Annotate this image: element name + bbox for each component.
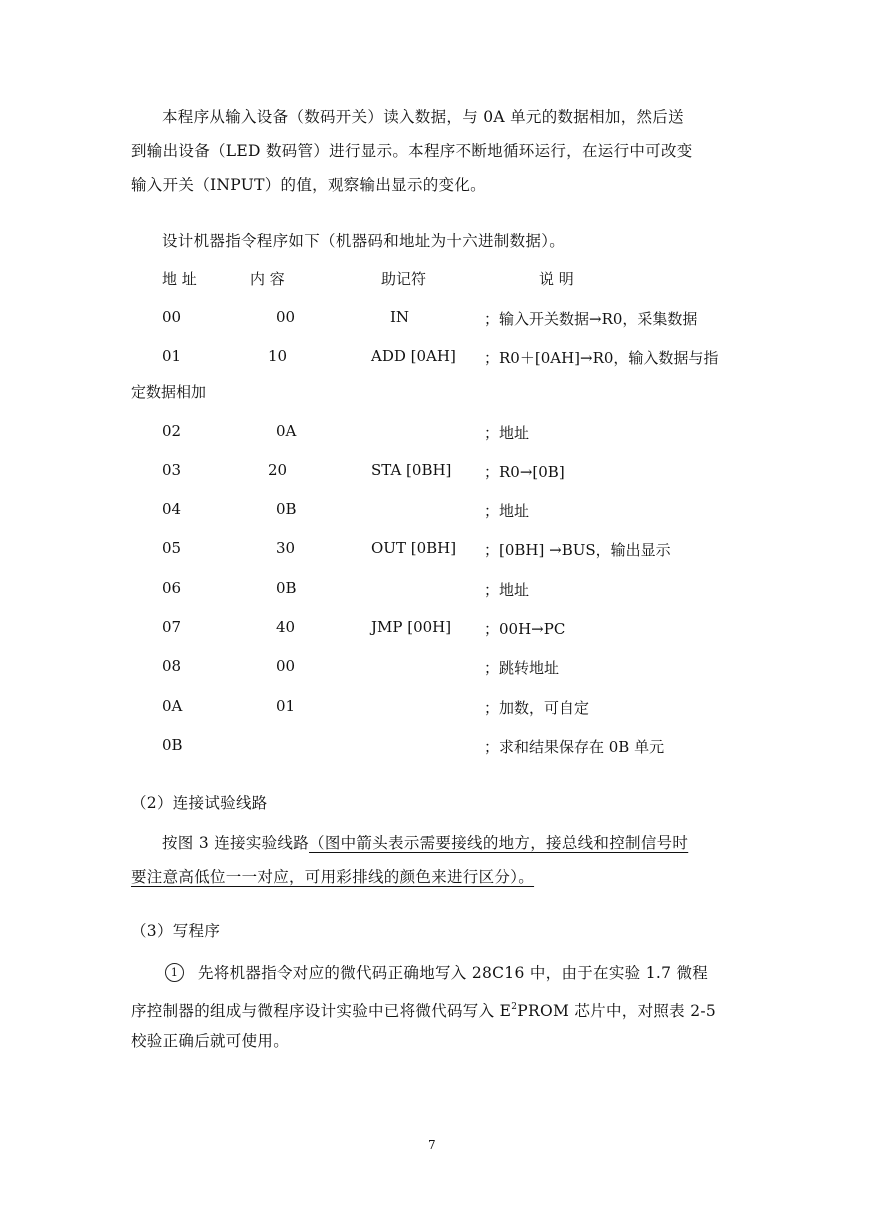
row-description: ；输入开关数据→R0，采集数据 [484,310,698,328]
table-header [0,268,869,292]
header-content: 内 容 [250,270,285,288]
row-description: ；地址 [484,581,530,599]
table-row [0,579,869,603]
intro-line-2: 到输出设备（LED 数码管）进行显示。本程序不断地循环运行，在运行中可改变 [131,142,693,160]
table-row [0,500,869,524]
row-content: 0B [276,579,297,597]
table-row [0,461,869,485]
row-mnemonic: ADD [0AH] [371,347,456,365]
row-content: 01 [276,697,296,715]
row-content: 20 [268,461,288,479]
design-intro: 设计机器指令程序如下（机器码和地址为十六进制数据）。 [162,232,566,250]
intro-line-3: 输入开关（INPUT）的值，观察输出显示的变化。 [131,176,486,194]
row-content: 00 [276,657,296,675]
section-2-underlined-text: 要注意高低位一一对应，可用彩排线的颜色来进行区分）。 [131,868,535,886]
row-description: ；R0→[0B] [484,463,565,481]
row-address: 04 [162,500,182,518]
table-row [0,539,869,563]
row-mnemonic: OUT [0BH] [371,539,457,557]
row-address: 0B [162,736,183,754]
table-row [0,657,869,681]
row-address: 05 [162,539,182,557]
page-number: 7 [428,1138,436,1152]
row-description: ；地址 [484,502,530,520]
table-row [0,347,869,371]
row-address: 03 [162,461,182,479]
section-3-text: PROM 芯片中，对照表 2-5 [517,1002,717,1020]
row-description: ；[0BH] →BUS，输出显示 [484,541,671,559]
row-mnemonic: IN [390,308,410,326]
row-content: 00 [276,308,296,326]
row-address: 00 [162,308,182,326]
row-description: ；00H→PC [484,620,566,638]
row-address: 06 [162,579,182,597]
table-row [0,308,869,332]
table-row [0,736,869,760]
table-row [0,618,869,642]
header-description: 说 明 [539,270,574,288]
row-description: ；R0＋[0AH]→R0，输入数据与指 [484,349,719,367]
row-mnemonic: STA [0BH] [371,461,452,479]
row-address: 01 [162,347,182,365]
row-content: 10 [268,347,288,365]
row-description: ；地址 [484,424,530,442]
row-description: ；跳转地址 [484,659,560,677]
header-address: 地 址 [162,270,197,288]
row-description: ；加数，可自定 [484,699,590,717]
circled-number: 1 [165,963,184,982]
superscript: 2 [511,1002,518,1012]
header-mnemonic: 助记符 [381,270,427,288]
row-content: 0A [276,422,297,440]
section-2-underlined-text: （图中箭头表示需要接线的地方，接总线和控制信号时 [309,834,689,852]
table-row [0,422,869,446]
table-row [0,697,869,721]
section-2-text: 按图 3 连接实验线路 [162,834,310,852]
section-2-line-2 [131,860,534,894]
section-3-line-3: 校验正确后就可使用。 [131,1032,290,1050]
section-3-line-2 [131,990,716,1028]
row-content: 30 [276,539,296,557]
row-content: 40 [276,618,296,636]
section-3-text: 序控制器的组成与微程序设计实验中已将微代码写入 E [131,1002,512,1020]
row-address: 02 [162,422,182,440]
section-3-heading: （3）写程序 [131,922,221,940]
row-address: 08 [162,657,182,675]
row-content: 0B [276,500,297,518]
section-3-text: 先将机器指令对应的微代码正确地写入 28C16 中，由于在实验 1.7 微程 [198,964,709,982]
table-row-continuation [0,381,869,405]
row-address: 07 [162,618,182,636]
section-2-line-1 [162,826,688,860]
section-2-heading: （2）连接试验线路 [131,794,268,812]
row-description-wrap: 定数据相加 [131,383,207,401]
row-description: ；求和结果保存在 0B 单元 [484,738,665,756]
section-3-line-1 [165,956,708,990]
row-mnemonic: JMP [00H] [371,618,452,636]
row-address: 0A [162,697,183,715]
intro-line-1: 本程序从输入设备（数码开关）读入数据，与 0A 单元的数据相加，然后送 [162,108,684,126]
